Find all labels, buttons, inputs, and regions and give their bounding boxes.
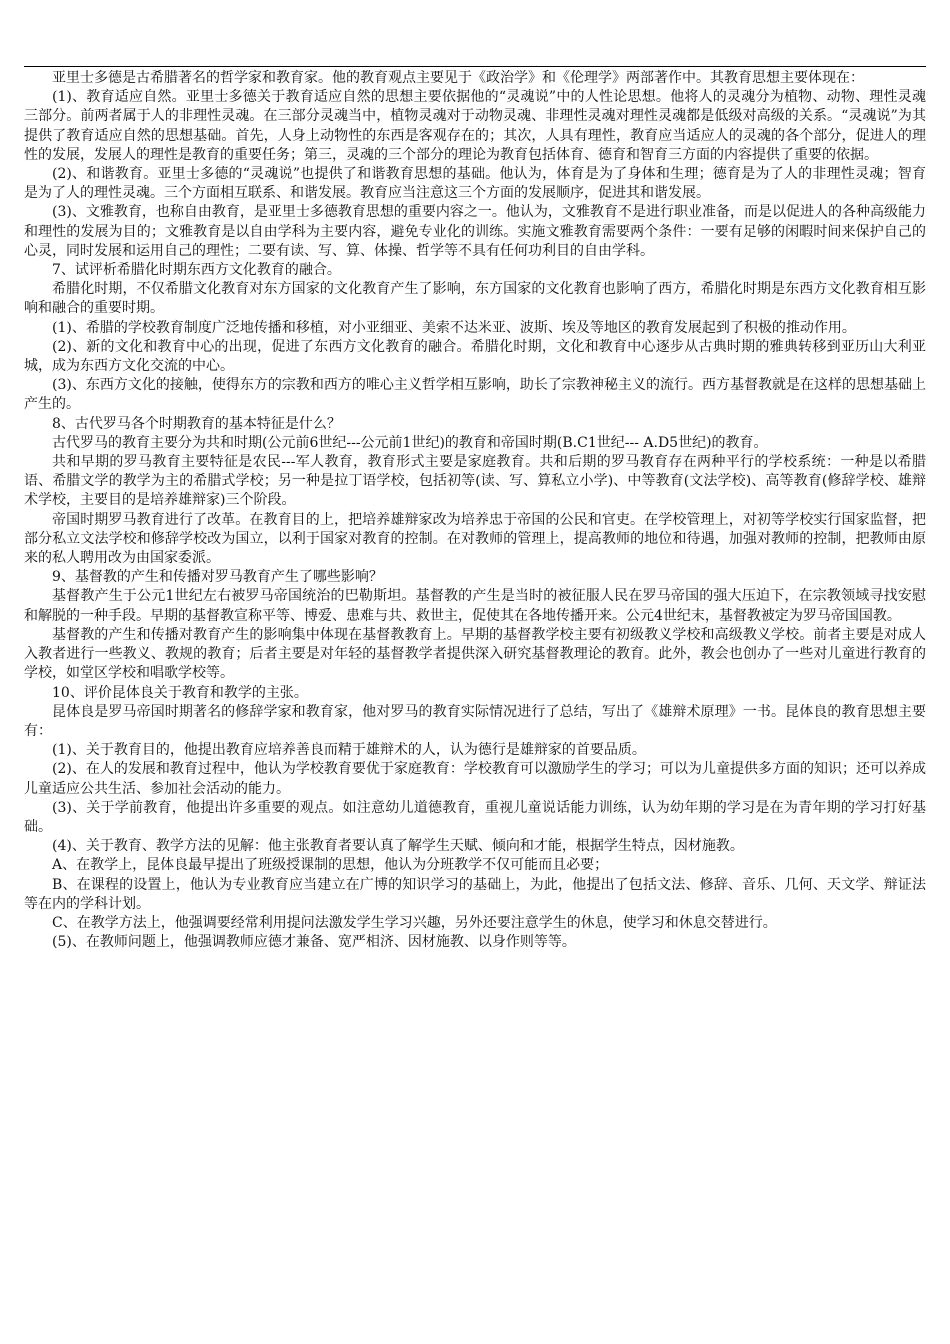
- paragraph-quintilian-point-4a: A、在教学上，昆体良最早提出了班级授课制的思想，他认为分班教学不仅可能而且必要；: [52, 857, 609, 874]
- paragraph-quintilian-point-5: (5)、在教师问题上，他强调教师应德才兼备、宽严相济、因材施教、以身作则等等。: [52, 934, 576, 951]
- paragraph-aristotle-point-1: (1)、教育适应自然。亚里士多德关于教育适应自然的思想主要依据他的“灵魂说”中的人性论思想。他将人的灵魂分为植物、动物、理性灵魂三部分。前两者属于人的非理性灵魂。在三部分灵魂当中，植物灵魂对于动物灵魂、非理性灵魂对理性灵魂都是低级对高级的关系。“灵魂说”为其提供了教育适应自然的思想基础。首先，人身上动物性的东西是客观存在的；其次，人具有理性，教育应当适应人的灵魂的各个部分，促进人的理性的发展，发展人的理性是教育的重要任务；第三，灵魂的三个部分的理论为教育包括体育、德育和智育三方面的内容提供了重要的依据。: [24, 89, 926, 163]
- paragraph-rome-empire: 帝国时期罗马教育进行了改革。在教育目的上，把培养雄辩家改为培养忠于帝国的公民和官吏。在学校管理上，对初等学校实行国家监督，把部分私立文法学校和修辞学校改为国立，以利于国家对教育的控制。在对教师的管理上，提高教师的地位和待遇，加强对教师的控制，把教师由原来的私人聘用改为由国家委派。: [24, 511, 926, 567]
- paragraph-hellenistic-point-1: (1)、希腊的学校教育制度广泛地传播和移植，对小亚细亚、美索不达米亚、波斯、埃及等地区的教育发展起到了积极的推动作用。: [52, 319, 856, 336]
- paragraph-aristotle-point-2: (2)、和谐教育。亚里士多德的“灵魂说”也提供了和谐教育思想的基础。他认为，体育是为了身体和生理；德育是为了人的非理性灵魂；智育是为了人的理性灵魂。三个方面相互联系、和谐发展。教育应当注意这三个方面的发展顺序，促进其和谐发展。: [24, 166, 926, 202]
- paragraph-quintilian-point-1: (1)、关于教育目的，他提出教育应培养善良而精于雄辩术的人，认为德行是雄辩家的首要品质。: [52, 742, 646, 759]
- paragraph-aristotle-point-3: (3)、文雅教育，也称自由教育，是亚里士多德教育思想的重要内容之一。他认为，文雅教育不是进行职业准备，而是以促进人的各种高级能力和理性的发展为目的；文雅教育是以自由学科为主要内容，避免专业化的训练。实施文雅教育需要两个条件：一要有足够的闲暇时间来保护自己的心灵，同时发展和运用自己的理性；二要有读、写、算、体操、哲学等不具有任何功利目的自由学科。: [24, 204, 926, 259]
- question-8-heading: 8、古代罗马各个时期教育的基本特征是什么？: [52, 415, 341, 432]
- paragraph-quintilian-point-3: (3)、关于学前教育，他提出许多重要的观点。如注意幼儿道德教育，重视儿童说话能力训练，认为幼年期的学习是在为青年期的学习打好基础。: [24, 799, 926, 835]
- paragraph-quintilian-point-4c: C、在教学方法上，他强调要经常利用提问法激发学生学习兴趣，另外还要注意学生的休息，使学习和休息交替进行。: [52, 914, 777, 931]
- paragraph-rome-periods: 古代罗马的教育主要分为共和时期(公元前6世纪---公元前1世纪)的教育和帝国时期(B.C1世纪--- A.D5世纪)的教育。: [52, 434, 768, 451]
- paragraph-hellenistic-intro: 希腊化时期，不仅希腊文化教育对东方国家的文化教育产生了影响，东方国家的文化教育也影响了西方，希腊化时期是东西方文化教育相互影响和融合的重要时期。: [24, 281, 926, 317]
- question-9-heading: 9、基督教的产生和传播对罗马教育产生了哪些影响？: [52, 569, 383, 586]
- paragraph-intro-aristotle: 亚里士多德是古希腊著名的哲学家和教育家。他的教育观点主要见于《政治学》和《伦理学》两部著作中。其教育思想主要体现在：: [52, 70, 864, 86]
- paragraph-quintilian-point-2: (2)、在人的发展和教育过程中，他认为学校教育要优于家庭教育：学校教育可以激励学生的学习；可以为儿童提供多方面的知识；还可以养成儿童适应公共生活、参加社会活动的能力。: [24, 761, 926, 797]
- paragraph-hellenistic-point-3: (3)、东西方文化的接触，使得东方的宗教和西方的唯心主义哲学相互影响，助长了宗教神秘主义的流行。西方基督教就是在这样的思想基础上产生的。: [24, 377, 926, 413]
- paragraph-quintilian-point-4b: B、在课程的设置上，他认为专业教育应当建立在广博的知识学习的基础上，为此，他提出了包括文法、修辞、音乐、几何、天文学、辩证法等在内的学科计划。: [24, 876, 926, 912]
- paragraph-rome-republic: 共和早期的罗马教育主要特征是农民---军人教育，教育形式主要是家庭教育。共和后期的罗马教育存在两种平行的学校系统：一种是以希腊语、希腊文学的教学为主的希腊式学校；另一种是拉丁语学校，包括初等(读、写、算私立小学)、中等教育(文法学校)、高等教育(修辞学校、雄辩术学校，主要目的是培养雄辩家)三个阶段。: [24, 454, 926, 509]
- paragraph-christianity-origin: 基督教产生于公元1世纪左右被罗马帝国统治的巴勒斯坦。基督教的产生是当时的被征服人民在罗马帝国的强大压迫下，在宗教领域寻找安慰和解脱的一种手段。早期的基督教宣称平等、博爱、患难与共、救世主，促使其在各地传播开来。公元4世纪末，基督教被定为罗马帝国国教。: [24, 588, 926, 624]
- document-page: [24, 66, 926, 952]
- question-7-heading: 7、试评析希腊化时期东西方文化教育的融合。: [52, 262, 341, 279]
- paragraph-hellenistic-point-2: (2)、新的文化和教育中心的出现，促进了东西方文化教育的融合。希腊化时期，文化和教育中心逐步从古典时期的雅典转移到亚历山大利亚城，成为东西方文化交流的中心。: [24, 338, 926, 375]
- paragraph-quintilian-point-4: (4)、关于教育、教学方法的见解：他主张教育者要认真了解学生天赋、倾向和才能，根据学生特点，因材施教。: [52, 838, 744, 855]
- question-10-heading: 10、评价昆体良关于教育和教学的主张。: [52, 684, 308, 701]
- paragraph-quintilian-intro: 昆体良是罗马帝国时期著名的修辞学家和教育家，他对罗马的教育实际情况进行了总结，写出了《雄辩术原理》一书。昆体良的教育思想主要有：: [24, 703, 926, 739]
- paragraph-christianity-education: 基督教的产生和传播对教育产生的影响集中体现在基督教教育上。早期的基督教学校主要有初级教义学校和高级教义学校。前者主要是对成人入教者进行一些教义、教规的教育；后者主要是对年轻的基督教学者提供深入研究基督教理论的教育。此外，教会也创办了一些对儿童进行教育的学校，如堂区学校和唱歌学校等。: [24, 626, 926, 682]
